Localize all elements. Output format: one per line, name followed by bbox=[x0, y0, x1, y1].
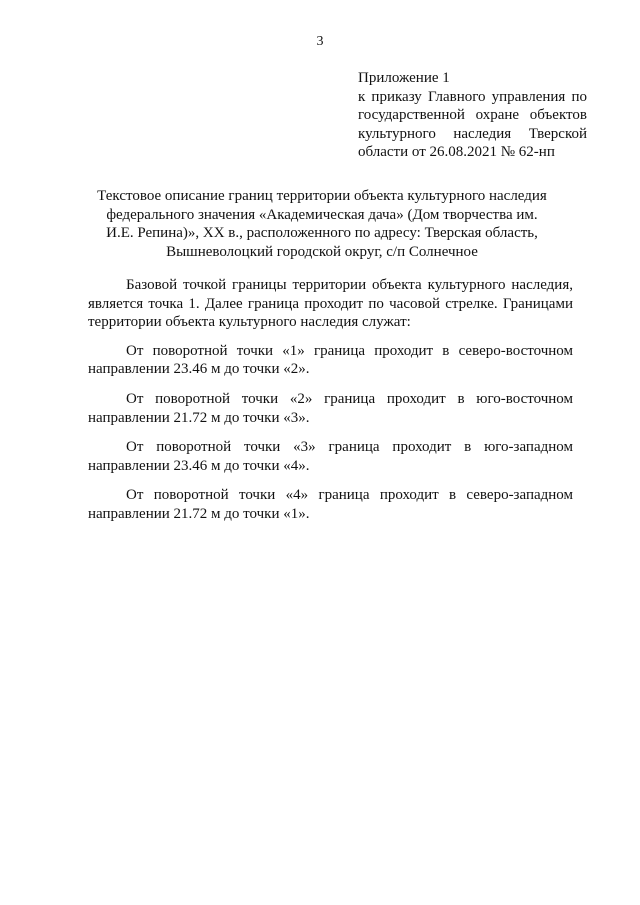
paragraph-line: территории объекта культурного наследия служат: bbox=[88, 314, 411, 331]
paragraph-line: является точка 1. Далее граница проходит по часовой стрелке. Границами bbox=[88, 295, 573, 312]
boundary-segment-paragraph bbox=[88, 486, 573, 523]
title-line: Вышневолоцкий городской округ, с/п Солнечное bbox=[166, 243, 478, 260]
appendix-line: к приказу Главного управления по bbox=[358, 88, 587, 105]
boundary-segment-paragraph bbox=[88, 438, 573, 475]
paragraph-line: направлении 23.46 м до точки «2». bbox=[88, 361, 310, 378]
title-line: Текстовое описание границ территории объекта культурного наследия bbox=[97, 188, 547, 204]
appendix-header bbox=[358, 69, 587, 162]
paragraph-line: От поворотной точки «1» граница проходит в северо-восточном bbox=[126, 342, 573, 359]
paragraph-line: направлении 21.72 м до точки «3». bbox=[88, 409, 310, 426]
document-title bbox=[96, 187, 548, 261]
boundary-segment-paragraph bbox=[88, 390, 573, 427]
paragraph-line: направлении 23.46 м до точки «4». bbox=[88, 457, 310, 474]
paragraph-line: направлении 21.72 м до точки «1». bbox=[88, 505, 310, 522]
paragraph-line: От поворотной точки «4» граница проходит в северо-западном bbox=[126, 487, 573, 504]
boundary-segment-paragraph bbox=[88, 342, 573, 379]
title-line: И.Е. Репина)», XX в., расположенного по адресу: Тверская область, bbox=[106, 225, 538, 242]
paragraph-line: От поворотной точки «2» граница проходит в юго-восточном bbox=[126, 390, 573, 407]
appendix-line: государственной охране объектов bbox=[358, 107, 587, 124]
appendix-line: Приложение 1 bbox=[358, 70, 450, 86]
document-body bbox=[88, 276, 573, 524]
title-line: федерального значения «Академическая дача» (Дом творчества им. bbox=[106, 206, 538, 223]
intro-paragraph bbox=[88, 276, 573, 332]
appendix-line: культурного наследия Тверской bbox=[358, 125, 587, 142]
paragraph-line: От поворотной точки «3» граница проходит в юго-западном bbox=[126, 439, 573, 456]
appendix-line: области от 26.08.2021 № 62-нп bbox=[358, 144, 555, 161]
paragraph-line: Базовой точкой границы территории объекта культурного наследия, bbox=[126, 277, 573, 293]
page-number: 3 bbox=[316, 34, 324, 49]
